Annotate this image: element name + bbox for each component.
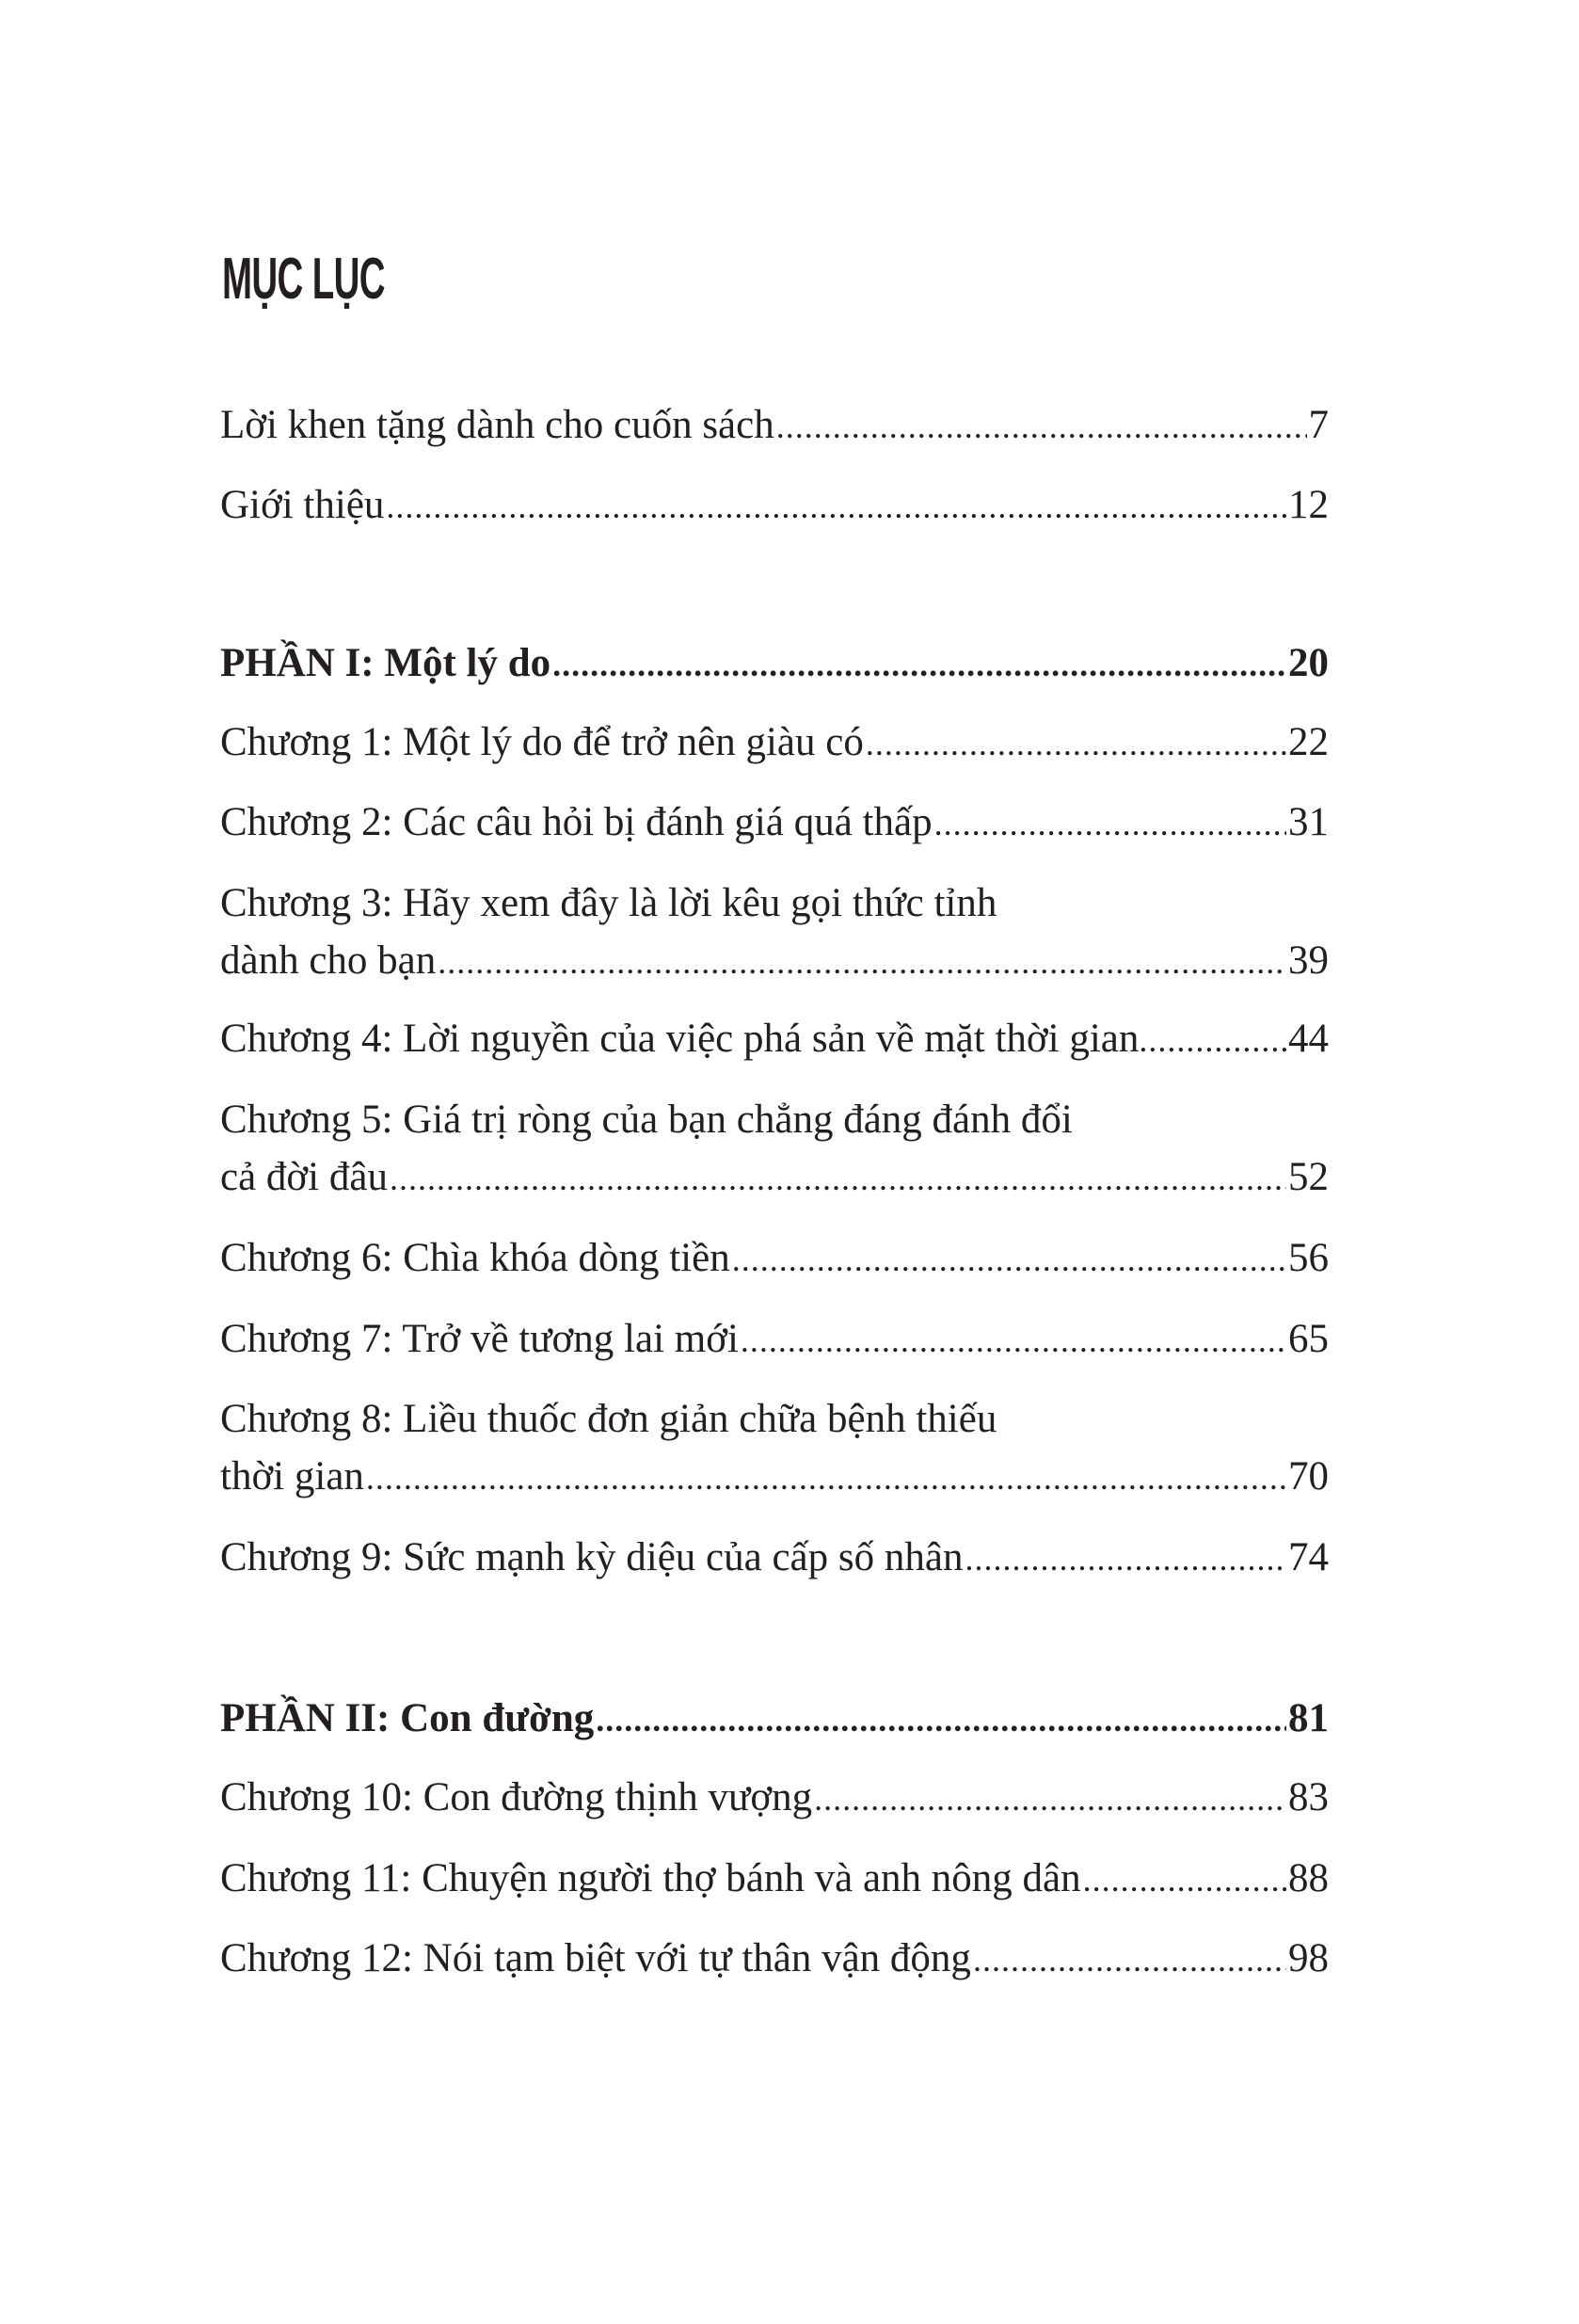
toc-chapter-10[interactable] <box>220 1769 1329 1826</box>
dot-leader <box>390 1150 1286 1208</box>
toc-chapter-7[interactable] <box>220 1310 1329 1368</box>
dot-leader <box>596 1691 1286 1749</box>
toc-page-number: 31 <box>1288 800 1329 844</box>
toc-page-number: 70 <box>1288 1454 1329 1499</box>
toc-entry-title-line2: dành cho bạn <box>220 938 437 983</box>
toc-entry-title: Chương 10: Con đường thịnh vượng <box>220 1775 813 1819</box>
toc-page-number: 7 <box>1308 403 1329 447</box>
toc-entry-title: Chương 6: Chìa khóa dòng tiền <box>220 1236 730 1280</box>
page-title: MỤC LỤC <box>222 247 385 312</box>
toc-entry-introduction[interactable] <box>220 476 1329 534</box>
toc-chapter-6[interactable] <box>220 1229 1329 1287</box>
dot-leader <box>366 1450 1286 1507</box>
dot-leader <box>965 1531 1286 1588</box>
toc-chapter-11[interactable] <box>220 1850 1329 1907</box>
toc-page-number: 20 <box>1288 641 1329 685</box>
dot-leader <box>741 1312 1286 1370</box>
toc-part-title: PHẦN I: Một lý do <box>220 641 551 685</box>
toc-part-title: PHẦN II: Con đường <box>220 1696 595 1740</box>
toc-chapter-4[interactable] <box>220 1010 1329 1067</box>
toc-entry-title: Giới thiệu <box>220 483 385 527</box>
toc-entry-title: Chương 12: Nói tạm biệt với tự thân vận động <box>220 1936 971 1980</box>
toc-chapter-5[interactable] <box>220 1091 1329 1206</box>
toc-entry-title-line2: thời gian <box>220 1454 364 1499</box>
toc-page-number: 39 <box>1288 938 1329 983</box>
dot-leader <box>814 1771 1286 1828</box>
toc-chapter-3[interactable] <box>220 874 1329 989</box>
toc-entry-title: Chương 4: Lời nguyền của việc phá sản về mặt thời gian <box>220 1017 1140 1061</box>
toc-chapter-8[interactable] <box>220 1390 1329 1505</box>
dot-leader <box>973 1931 1286 1989</box>
toc-entry-title-line1: Chương 5: Giá trị ròng của bạn chẳng đáng đánh đổi <box>220 1098 1073 1142</box>
dot-leader <box>776 398 1307 456</box>
toc-page-number: 74 <box>1288 1535 1329 1579</box>
toc-entry-title-line2: cả đời đâu <box>220 1155 388 1199</box>
toc-part-1-heading[interactable] <box>220 634 1329 692</box>
toc-chapter-12[interactable] <box>220 1930 1329 1987</box>
toc-chapter-1[interactable] <box>220 713 1329 771</box>
dot-leader <box>1139 1012 1288 1069</box>
toc-page-number: 81 <box>1288 1696 1329 1740</box>
toc-entry-title: Chương 11: Chuyện người thợ bánh và anh nông dân <box>220 1856 1081 1900</box>
toc-entry-title: Chương 2: Các câu hỏi bị đánh giá quá thấp <box>220 800 933 844</box>
toc-chapter-9[interactable] <box>220 1529 1329 1586</box>
toc-page-number: 65 <box>1288 1317 1329 1361</box>
toc-entry-title: Chương 7: Trở về tương lai mới <box>220 1317 739 1361</box>
toc-entry-title: Chương 1: Một lý do để trở nên giàu có <box>220 720 864 764</box>
dot-leader <box>1083 1851 1286 1909</box>
toc-page-number: 88 <box>1288 1856 1329 1900</box>
toc-chapter-2[interactable] <box>220 793 1329 851</box>
toc-page-number: 52 <box>1288 1155 1329 1199</box>
toc-page-number: 12 <box>1288 483 1329 527</box>
toc-entry-title: Chương 9: Sức mạnh kỳ diệu của cấp số nhân <box>220 1535 964 1579</box>
toc-page-number: 44 <box>1288 1017 1329 1061</box>
dot-leader <box>866 715 1286 773</box>
toc-page-number: 98 <box>1288 1936 1329 1980</box>
toc-page-number: 22 <box>1288 720 1329 764</box>
toc-entry-title: Lời khen tặng dành cho cuốn sách <box>220 403 774 447</box>
toc-entry-praise[interactable] <box>220 396 1329 454</box>
dot-leader <box>386 478 1286 536</box>
dot-leader <box>438 934 1286 991</box>
dot-leader <box>732 1231 1286 1289</box>
toc-entry-title-line1: Chương 8: Liều thuốc đơn giản chữa bệnh thiếu <box>220 1397 997 1441</box>
toc-entry-title-line1: Chương 3: Hãy xem đây là lời kêu gọi thức tỉnh <box>220 881 997 925</box>
dot-leader <box>934 795 1286 853</box>
toc-page-number: 56 <box>1288 1236 1329 1280</box>
dot-leader <box>552 636 1286 694</box>
toc-page-number: 83 <box>1288 1775 1329 1819</box>
toc-part-2-heading[interactable] <box>220 1690 1329 1747</box>
